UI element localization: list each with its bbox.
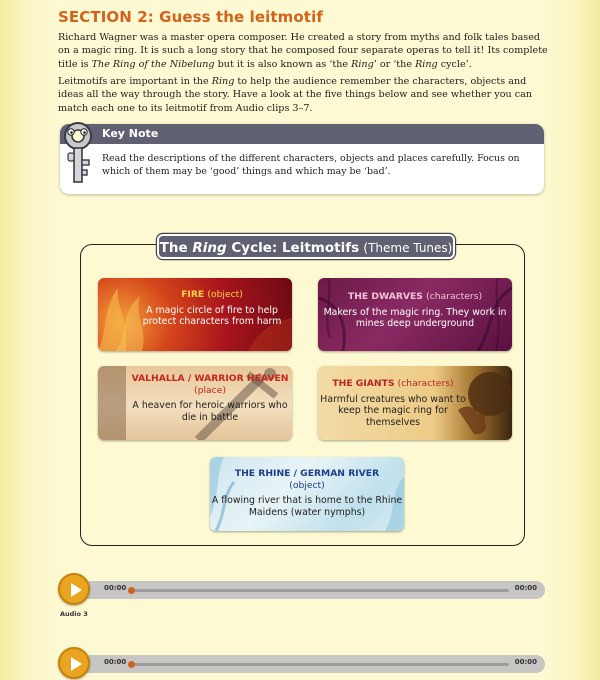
progress-track[interactable] (130, 663, 509, 666)
card-description: A magic circle of fire to help protect characters from harm (142, 304, 282, 328)
key-icon (60, 120, 96, 190)
intro-paragraph: Richard Wagner was a master opera composer. He created a story from myths and folk tales based on a magic ring. It is such a long story that he composed four separate operas to tell it! Its complete title is The Ring of the Nibelung but it is also known as ‘the Ring’ or ‘the Ring cycle’. (58, 32, 548, 70)
progress-handle[interactable] (128, 661, 135, 668)
progress-handle[interactable] (128, 587, 135, 594)
card-description: A flowing river that is home to the Rhine Maidens (water nymphs) (211, 495, 403, 518)
card-kind: (characters) (426, 291, 483, 302)
card-description: A heaven for heroic warriors who die in battle (132, 400, 288, 423)
card-title: VALHALLA / WARRIOR HEAVEN (131, 373, 289, 384)
play-button[interactable] (58, 647, 90, 679)
card-title: THE GIANTS (332, 378, 395, 389)
card-title: FIRE (181, 289, 205, 300)
audio-player-3 (60, 581, 545, 599)
card-valhalla (98, 366, 292, 440)
section-title: SECTION 2: Guess the leitmotif (58, 8, 323, 26)
card-title: THE RHINE / GERMAN RIVER (234, 468, 380, 479)
current-time: 00:00 (104, 658, 127, 666)
card-fire (98, 278, 292, 351)
key-note-box (60, 124, 544, 194)
panel-title: The Ring Cycle: Leitmotifs (Theme Tunes) (157, 234, 455, 259)
key-note-title: Key Note (60, 124, 544, 144)
card-giants (318, 366, 512, 440)
current-time: 00:00 (104, 584, 127, 592)
card-kind: (object) (207, 289, 243, 300)
card-dwarves (318, 278, 512, 351)
audio-player-4 (60, 655, 545, 673)
card-kind: (object) (289, 479, 325, 491)
progress-track[interactable] (130, 589, 509, 592)
card-description: Makers of the magic ring. They work in mines deep underground (323, 306, 507, 330)
card-rhine (210, 457, 404, 531)
card-title: THE DWARVES (347, 291, 423, 302)
key-note-text: Read the descriptions of the different characters, objects and places carefully. Focus on which of them may be ‘good’ things and which may be ‘bad’. (102, 153, 520, 178)
card-description: Harmful creatures who want to keep the magic ring for themselves (320, 393, 466, 429)
card-kind: (place) (194, 384, 226, 396)
duration: 00:00 (514, 584, 537, 592)
card-kind: (characters) (397, 378, 454, 389)
leitmotif-paragraph: Leitmotifs are important in the Ring to help the audience remember the characters, objects and ideas all the way through the story. Have a look at the five things below and see whether you can match each one to its leitmotif from Audio clips 3–7. (58, 76, 533, 114)
duration: 00:00 (514, 658, 537, 666)
play-button[interactable] (58, 573, 90, 605)
audio-label: Audio 3 (60, 610, 88, 618)
